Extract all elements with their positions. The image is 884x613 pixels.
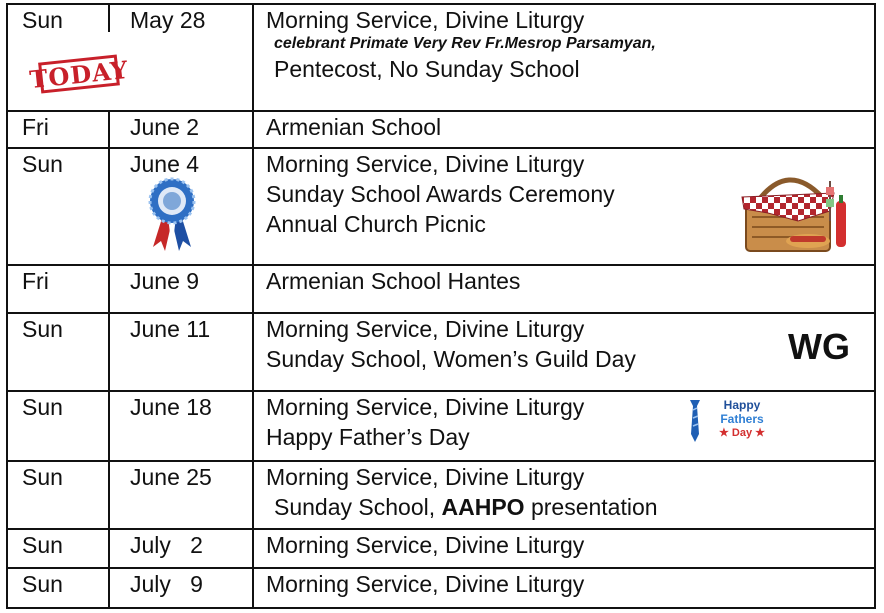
table-row — [8, 5, 874, 112]
events-schedule-table — [6, 3, 876, 609]
date-cell: June 4 — [130, 151, 200, 177]
date-cell: July 9 — [130, 571, 203, 597]
event-line-celebrant: celebrant Primate Very Rev Fr.Mesrop Parsamyan, — [274, 35, 656, 52]
event-line: Sunday School, Women’s Guild Day — [266, 346, 636, 372]
award-ribbon-icon — [141, 175, 203, 253]
column-divider — [108, 5, 110, 32]
column-divider — [252, 392, 254, 460]
day-cell: Fri — [22, 268, 49, 294]
event-cell — [266, 151, 615, 238]
womens-guild-tag: WG — [788, 326, 850, 367]
event-line: Morning Service, Divine Liturgy — [266, 464, 585, 490]
column-divider — [108, 266, 110, 312]
column-divider — [108, 569, 110, 607]
day-cell: Sun — [22, 464, 63, 490]
table-row — [8, 569, 874, 607]
column-divider — [252, 462, 254, 528]
event-line: Morning Service, Divine Liturgy — [266, 532, 585, 558]
table-row — [8, 314, 874, 392]
event-cell — [266, 114, 441, 141]
aahpo-text: AAHPO — [441, 494, 525, 520]
event-text: presentation — [524, 494, 658, 520]
column-divider — [108, 462, 110, 528]
date-cell: June 18 — [130, 394, 212, 420]
event-line: Happy Father’s Day — [266, 424, 470, 450]
date-cell: June 9 — [130, 268, 200, 294]
day-cell: Sun — [22, 394, 63, 420]
event-cell — [266, 316, 636, 373]
column-divider — [252, 569, 254, 607]
event-line: Morning Service, Divine Liturgy — [266, 151, 585, 177]
fathers-day-logo — [685, 396, 775, 444]
day-cell: Sun — [22, 571, 63, 597]
column-divider — [108, 392, 110, 460]
event-line: Morning Service, Divine Liturgy — [266, 394, 585, 420]
table-row — [8, 530, 874, 569]
event-line: Morning Service, Divine Liturgy — [266, 571, 585, 597]
date-cell: June 11 — [130, 316, 211, 342]
table-row — [8, 462, 874, 530]
date-cell: July 2 — [130, 532, 203, 558]
column-divider — [108, 530, 110, 567]
column-divider — [252, 530, 254, 567]
event-line: Morning Service, Divine Liturgy — [266, 7, 585, 33]
column-divider — [252, 149, 254, 264]
event-line: Pentecost, No Sunday School — [274, 56, 580, 82]
column-divider — [252, 266, 254, 312]
column-divider — [252, 5, 254, 110]
event-line — [266, 494, 658, 521]
today-stamp-icon — [28, 54, 130, 95]
event-line: Armenian School Hantes — [266, 268, 521, 294]
date-cell: June 2 — [130, 114, 200, 140]
column-divider — [108, 112, 110, 147]
day-cell: Fri — [22, 114, 49, 140]
column-divider — [108, 314, 110, 390]
event-cell — [266, 394, 584, 451]
fathers-logo-line: Happy — [723, 398, 761, 412]
table-row — [8, 112, 874, 149]
column-divider — [252, 112, 254, 147]
table-row — [8, 266, 874, 314]
date-cell: June 25 — [130, 464, 212, 490]
fathers-logo-line: Fathers — [720, 412, 764, 426]
picnic-basket-icon — [738, 161, 853, 256]
event-cell — [266, 571, 584, 598]
date-cell: May 28 — [130, 7, 206, 33]
event-cell — [266, 532, 584, 559]
event-cell — [266, 464, 658, 521]
day-cell: Sun — [22, 316, 63, 342]
event-line: Morning Service, Divine Liturgy — [266, 316, 585, 342]
event-line: Annual Church Picnic — [266, 211, 486, 237]
table-row — [8, 149, 874, 266]
column-divider — [252, 314, 254, 390]
event-cell — [266, 7, 656, 83]
fathers-logo-line: ★ Day ★ — [718, 427, 765, 439]
event-line: Sunday School Awards Ceremony — [266, 181, 615, 207]
day-cell: Sun — [22, 532, 63, 558]
day-cell: Sun — [22, 151, 63, 177]
event-line: Armenian School — [266, 114, 442, 140]
today-stamp-text: TODAY — [28, 54, 130, 95]
column-divider — [108, 149, 110, 264]
event-text: Sunday School, — [274, 494, 442, 520]
event-cell — [266, 268, 520, 295]
table-row — [8, 392, 874, 462]
day-cell: Sun — [22, 7, 63, 33]
